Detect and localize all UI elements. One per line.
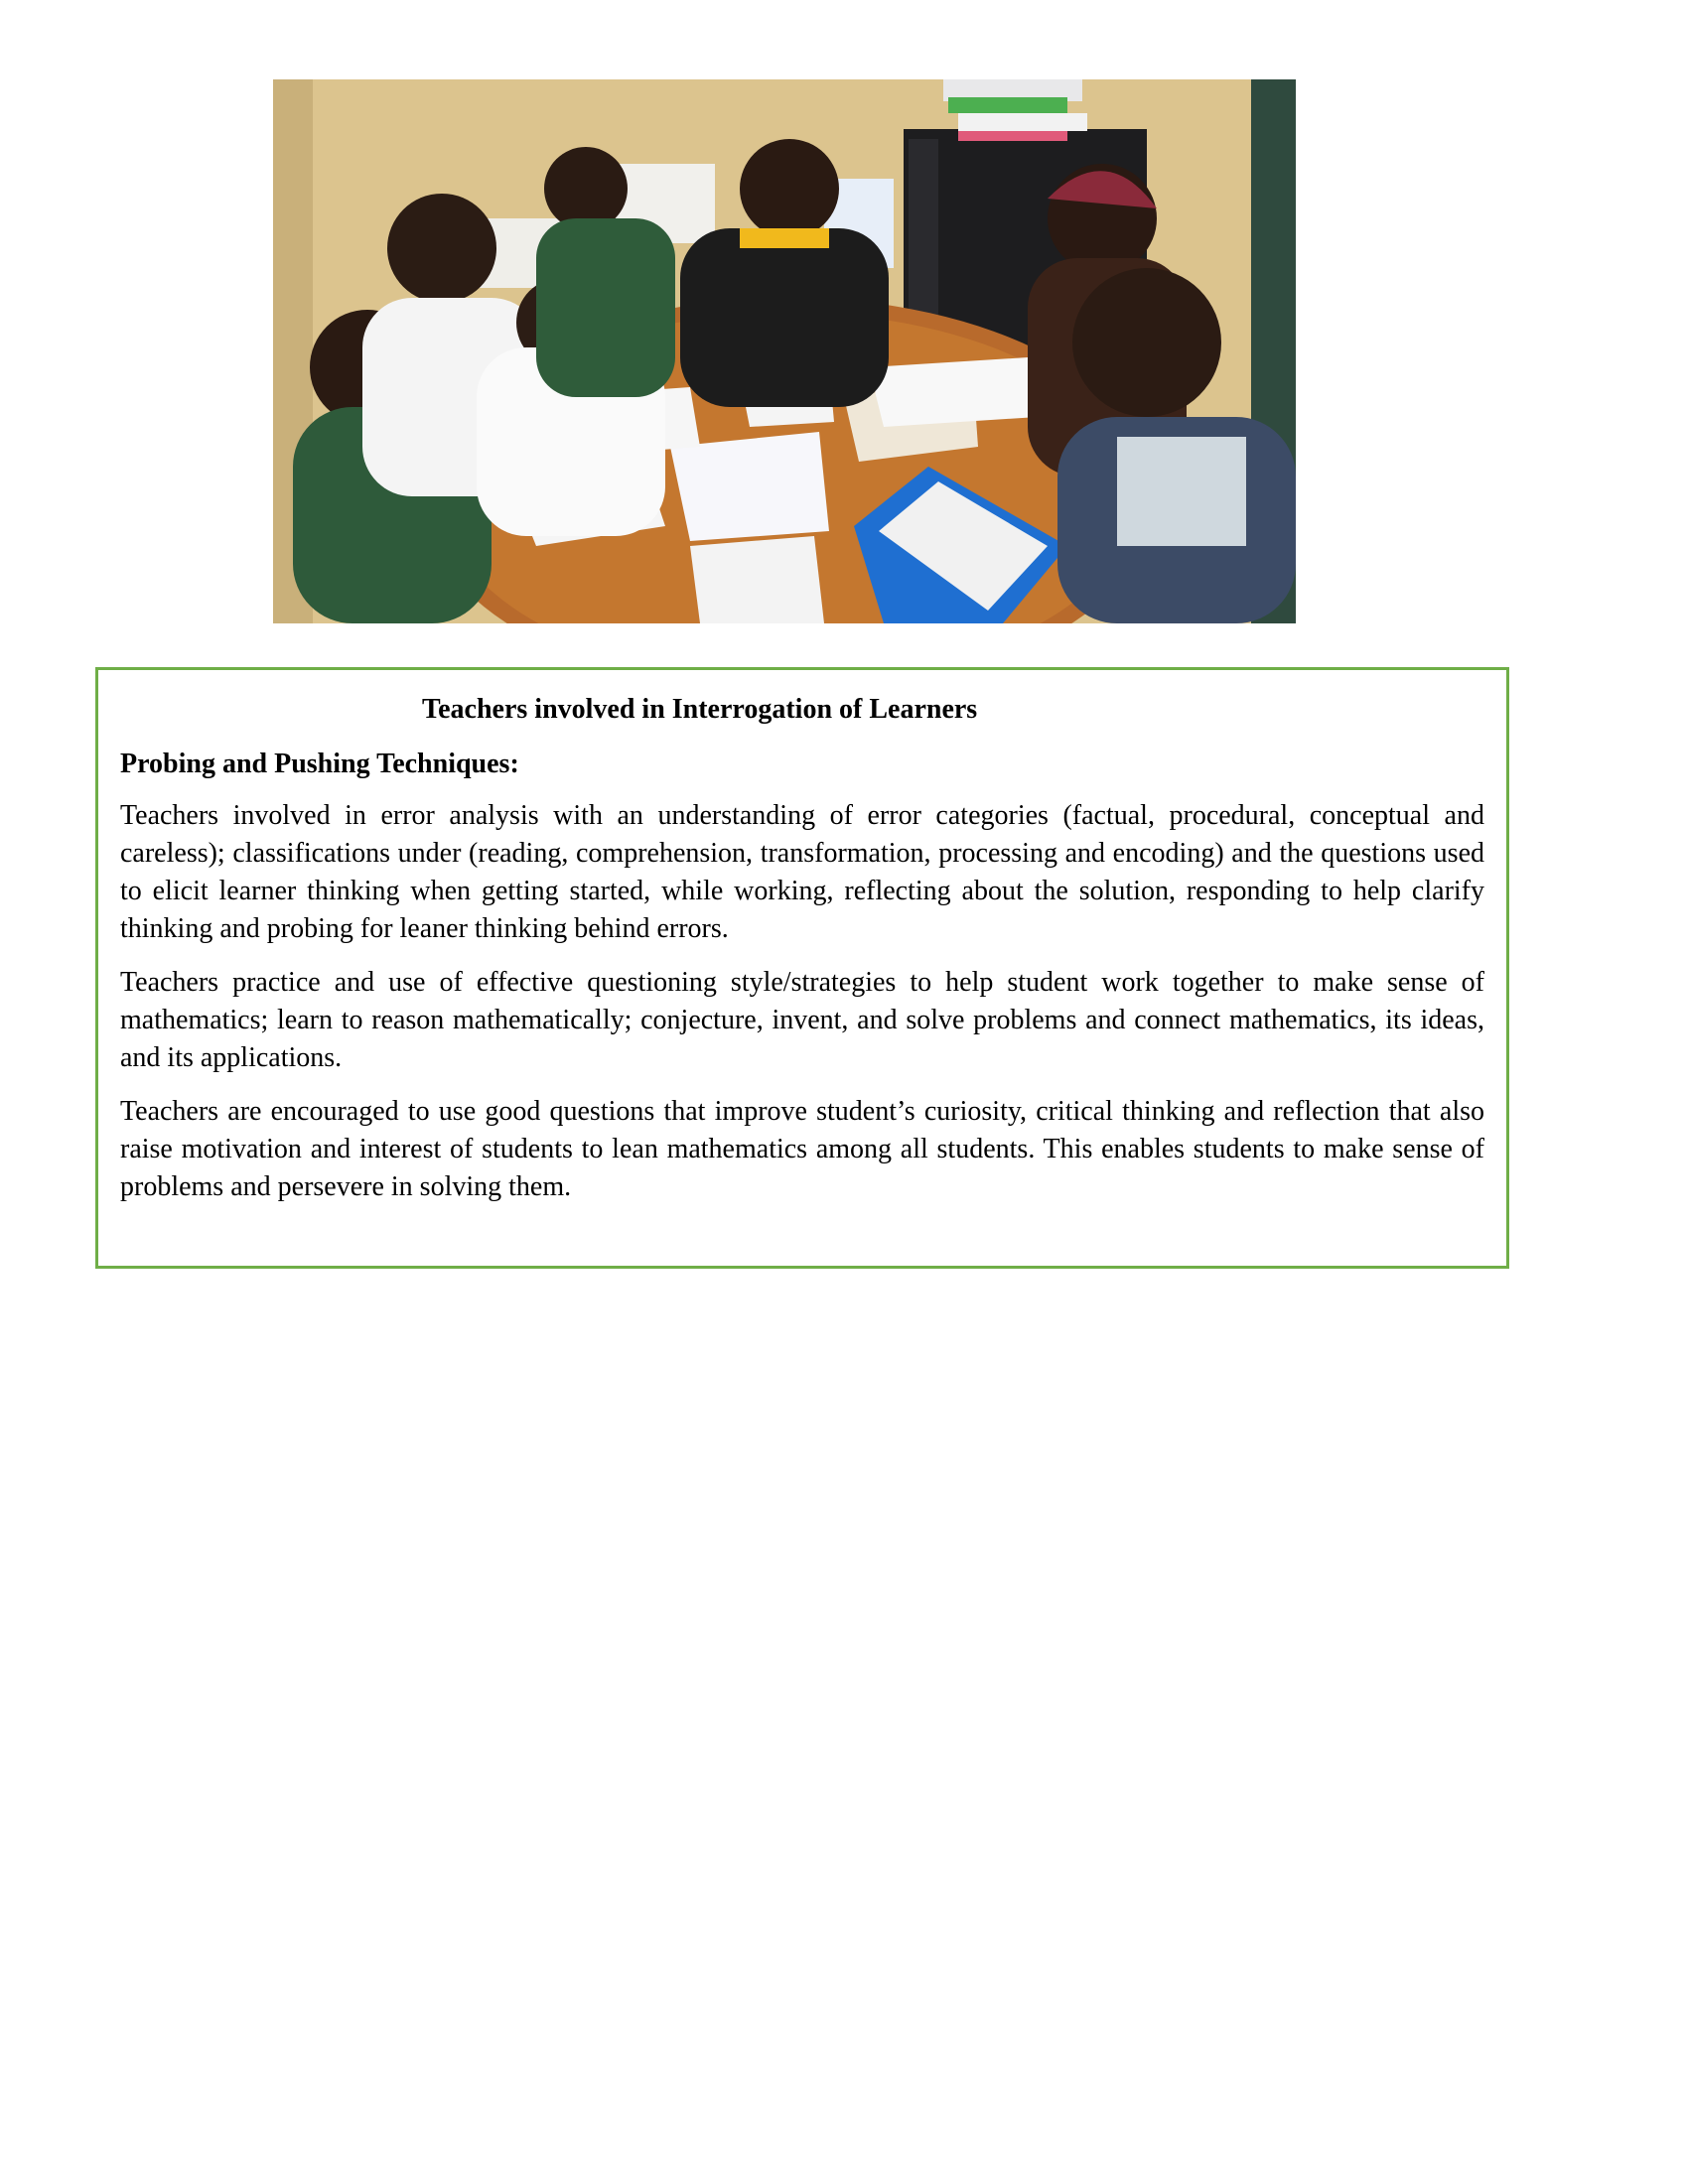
classroom-photo xyxy=(273,79,1296,623)
info-box xyxy=(95,667,1509,1269)
paragraph-questioning-strategies: Teachers practice and use of effective questioning style/strategies to help student work together to make sense of mathematics; learn to reason mathematically; conjecture, invent, and solve problems and connect mathematics, its ideas, and its applications. xyxy=(120,967,1484,1073)
classroom-photo-illustration xyxy=(273,79,1296,623)
paragraph-good-questions: Teachers are encouraged to use good questions that improve student’s curiosity, critical thinking and reflection that also raise motivation and interest of students to lean mathematics among all students. This enables students to make sense of problems and persevere in solving them. xyxy=(120,1096,1484,1202)
box-subtitle: Probing and Pushing Techniques: xyxy=(120,749,519,779)
box-title: Teachers involved in Interrogation of Learners xyxy=(422,694,978,725)
paragraph-error-analysis: Teachers involved in error analysis with an understanding of error categories (factual, procedural, conceptual and careless); classifications under (reading, comprehension, transformation, processing and encoding) and the questions used to elicit learner thinking when getting started, while working, reflecting about the solution, responding to help clarify thinking and probing for leaner thinking behind errors. xyxy=(120,800,1484,944)
